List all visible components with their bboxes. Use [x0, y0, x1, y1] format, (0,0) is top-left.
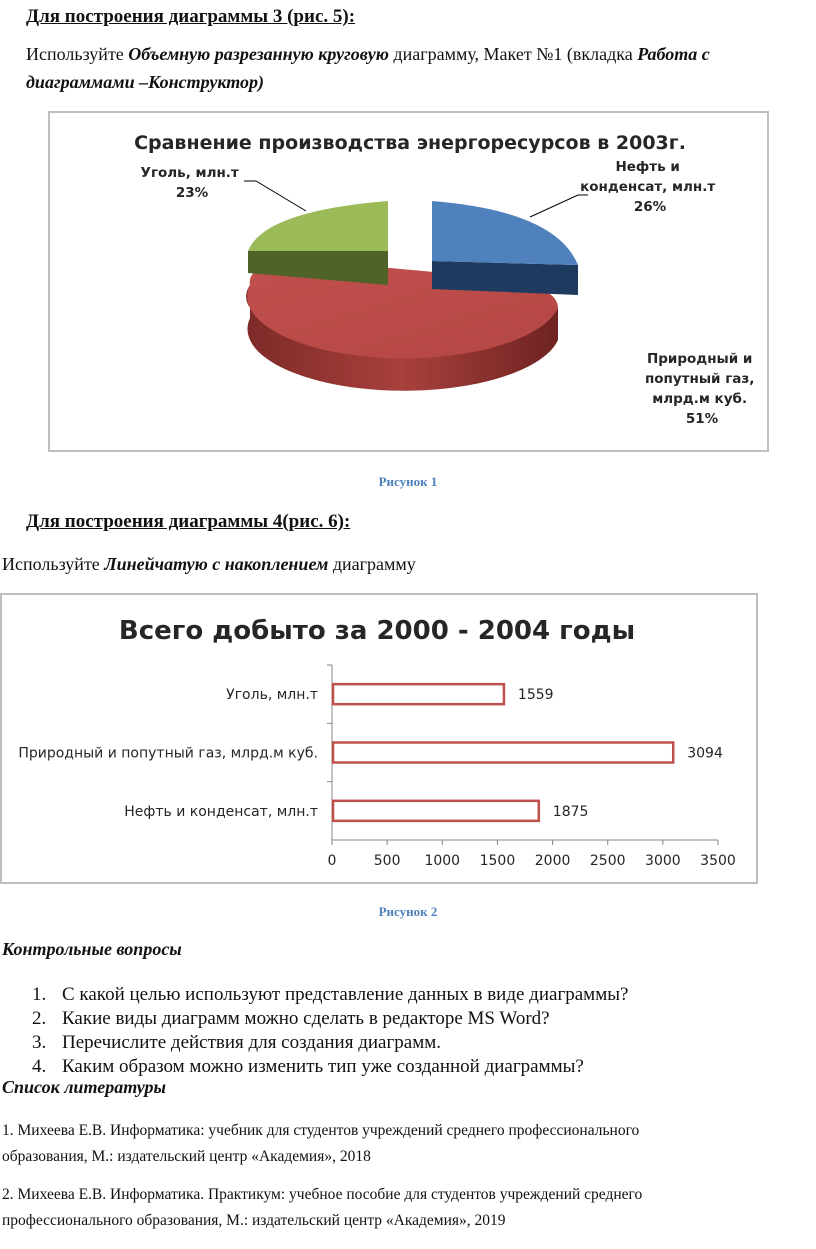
section4-heading: Для построения диаграммы 4(рис. 6):: [26, 511, 351, 532]
literature-item: 1. Михеева Е.В. Информатика: учебник для студентов учреждений среднего профессионального образования, М.: издательский центр «Академия», 2018: [2, 1122, 640, 1165]
coal-label: Уголь, млн.т 23%: [140, 165, 239, 201]
x-tick-label: 2000: [534, 853, 571, 869]
gas-label: Природный и попутный газ, млрд.м куб. 51%: [644, 351, 755, 427]
bar-value-label: 3094: [687, 745, 723, 762]
question-item: 1. С какой целью используют представление данных в виде диаграммы?: [32, 984, 629, 1005]
figure1-caption: Рисунок 1: [378, 474, 438, 489]
question-item: 4. Каким образом можно изменить тип уже созданной диаграммы?: [32, 1056, 584, 1077]
figure2-caption: Рисунок 2: [378, 904, 438, 919]
section4-text-suffix: диаграмму: [328, 554, 416, 574]
section3-chart-kind: Объемную разрезанную круговую: [128, 44, 389, 64]
x-tick-label: 3500: [700, 853, 736, 869]
bar-chart: [2, 595, 756, 882]
pie-chart: [50, 113, 767, 450]
bar: [333, 743, 673, 763]
pie-slice-oil-top: [432, 201, 578, 265]
section3-instructions: [26, 40, 786, 96]
category-label: Уголь, млн.т: [226, 687, 318, 704]
x-tick-label: 500: [373, 853, 401, 869]
pie-chart-title: Сравнение производства энергоресурсов в 2003г.: [134, 132, 686, 154]
literature-item: 2. Михеева Е.В. Информатика. Практикум: учебное пособие для студентов учреждений среднего профессионального образования, М.: издательский центр «Академия», 2019: [2, 1186, 643, 1229]
bar-chart-title: Всего добыто за 2000 - 2004 годы: [118, 616, 636, 646]
bar: [333, 801, 539, 821]
section3-text-middle: диаграмму, Макет №1 (вкладка: [388, 44, 638, 64]
category-label: Нефть и конденсат, млн.т: [124, 803, 318, 820]
question-item: 2. Какие виды диаграмм можно сделать в редакторе MS Word?: [32, 1008, 550, 1029]
bar: [333, 684, 504, 704]
pie-slice-coal: [248, 201, 388, 285]
question-item: 3. Перечислите действия для создания диаграмм.: [32, 1032, 441, 1053]
x-tick-label: 1000: [424, 853, 461, 869]
pie-slice-oil: [432, 201, 578, 295]
section4-chart-kind: Линейчатую с накоплением: [104, 554, 329, 574]
x-tick-label: 2500: [589, 853, 626, 869]
section4-instructions: [2, 550, 416, 578]
section4-text-prefix: Используйте: [2, 554, 105, 574]
x-tick-label: 3000: [645, 853, 681, 869]
bar-value-label: 1559: [517, 687, 554, 704]
section3-heading: Для построения диаграммы 3 (рис. 5):: [26, 6, 356, 27]
section3-text-prefix: Используйте: [26, 44, 129, 64]
section3-tab-name: Работа с диаграммами –Конструктор): [26, 44, 710, 92]
questions-title: Контрольные вопросы: [2, 939, 182, 959]
x-tick-label: 0: [327, 853, 337, 869]
questions-list: [32, 983, 812, 1079]
literature-title: Список литературы: [2, 1077, 166, 1097]
bar-chart-frame: [0, 593, 758, 884]
x-tick-label: 1500: [479, 853, 516, 869]
pie-slice-oil-side: [432, 261, 578, 295]
coal-leader-line: [244, 181, 306, 211]
pie-chart-frame: [48, 111, 769, 452]
oil-label: Нефть и конденсат, млн.т 26%: [580, 159, 716, 215]
category-label: Природный и попутный газ, млрд.м куб.: [18, 745, 318, 762]
bar-value-label: 1875: [552, 803, 589, 820]
pie-slice-coal-top: [248, 201, 388, 251]
oil-leader-line: [530, 195, 588, 217]
